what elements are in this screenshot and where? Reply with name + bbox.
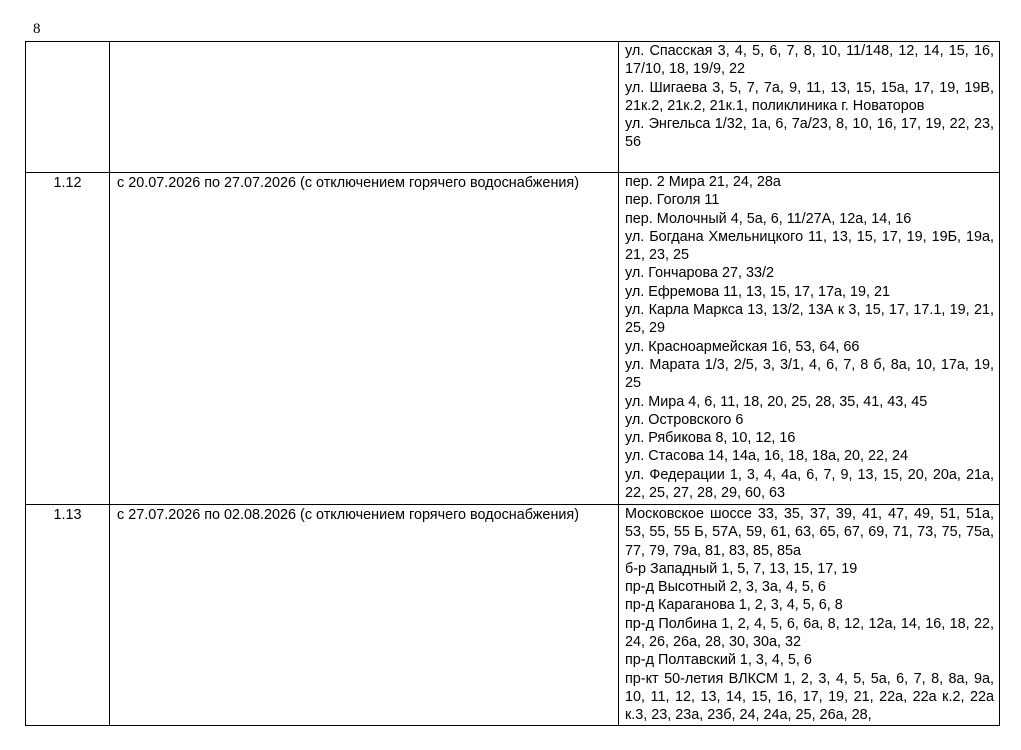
address-cell [619, 173, 1000, 505]
outage-schedule-table [25, 41, 1000, 726]
address-line: ул. Рябикова 8, 10, 12, 16 [625, 430, 796, 447]
address-line: ул. Федерации 1, 3, 4, 4а, 6, 7, 9, 13, 15, 20, 20а, 21а, 22, 25, 27, 28, 29, 60, 63 [625, 466, 994, 502]
address-line: ул. Марата 1/3, 2/5, 3, 3/1, 4, 6, 7, 8 б, 8а, 10, 17а, 19, 25 [625, 356, 994, 392]
row-number: 1.13 [26, 505, 110, 726]
table-row [26, 42, 1000, 173]
address-line: ул. Гончарова 27, 33/2 [625, 265, 775, 282]
address-line: ул. Ефремова 11, 13, 15, 17, 17а, 19, 21 [625, 283, 891, 300]
address-line: ул. Энгельса 1/32, 1а, 6, 7а/23, 8, 10, 16, 17, 19, 22, 23, 56 [625, 116, 994, 151]
address-line: пр-д Караганова 1, 2, 3, 4, 5, 6, 8 [625, 597, 843, 614]
address-line: пер. Гоголя 11 [625, 192, 720, 209]
address-line: пр-кт 50-летия ВЛКСМ 1, 2, 3, 4, 5, 5а, 6, 7, 8, 8а, 9а, 10, 11, 12, 13, 14, 15, 16, 17, 19, 21, 22а, 22а к.2, 22а к.3, 23, 23а, 23б, 24, 24а, 25, 26а, 28, [625, 670, 994, 724]
address-line: ул. Мира 4, 6, 11, 18, 20, 25, 28, 35, 41, 43, 45 [625, 393, 928, 410]
address-line: б-р Западный 1, 5, 7, 13, 15, 17, 19 [625, 560, 858, 577]
address-line: пр-д Полтавский 1, 3, 4, 5, 6 [625, 652, 812, 669]
row-number [26, 42, 110, 173]
address-line: пр-д Высотный 2, 3, 3а, 4, 5, 6 [625, 579, 826, 596]
period-cell: с 20.07.2026 по 27.07.2026 (с отключением горячего водоснабжения) [110, 173, 619, 505]
page-number: 8 [33, 21, 41, 37]
address-line: пер. 2 Мира 21, 24, 28а [625, 174, 781, 190]
address-line: пр-д Полбина 1, 2, 4, 5, 6, 6а, 8, 12, 12а, 14, 16, 18, 22, 24, 26, 26а, 28, 30, 30а, 32 [625, 615, 994, 651]
table-row [26, 505, 1000, 726]
address-line: ул. Спасская 3, 4, 5, 6, 7, 8, 10, 11/148, 12, 14, 15, 16, 17/10, 18, 19/9, 22 [625, 43, 994, 78]
address-cell [619, 42, 1000, 173]
address-line: ул. Островского 6 [625, 411, 744, 428]
address-line: Московское шоссе 33, 35, 37, 39, 41, 47, 49, 51, 51а, 53, 55, 55 Б, 57А, 59, 61, 63, 65, 67, 69, 71, 73, 75, 75а, 77, 79, 79а, 81, 83, 85, 85а [625, 506, 994, 559]
row-number: 1.12 [26, 173, 110, 505]
address-line: ул. Шигаева 3, 5, 7, 7а, 9, 11, 13, 15, 15а, 17, 19, 19В, 21к.2, 21к.2, 21к.1, поликлиника г. Новаторов [625, 79, 994, 114]
address-line: ул. Стасова 14, 14а, 16, 18, 18а, 20, 22, 24 [625, 448, 908, 465]
address-line: ул. Богдана Хмельницкого 11, 13, 15, 17, 19, 19Б, 19а, 21, 23, 25 [625, 228, 994, 264]
period-cell [110, 42, 619, 173]
address-line: пер. Молочный 4, 5а, 6, 11/27А, 12а, 14, 16 [625, 210, 912, 227]
address-line: ул. Карла Маркса 13, 13/2, 13А к 3, 15, 17, 17.1, 19, 21, 25, 29 [625, 302, 994, 337]
table-row [26, 173, 1000, 505]
address-line: ул. Красноармейская 16, 53, 64, 66 [625, 338, 860, 355]
address-cell [619, 505, 1000, 726]
period-cell: с 27.07.2026 по 02.08.2026 (с отключением горячего водоснабжения) [110, 505, 619, 726]
